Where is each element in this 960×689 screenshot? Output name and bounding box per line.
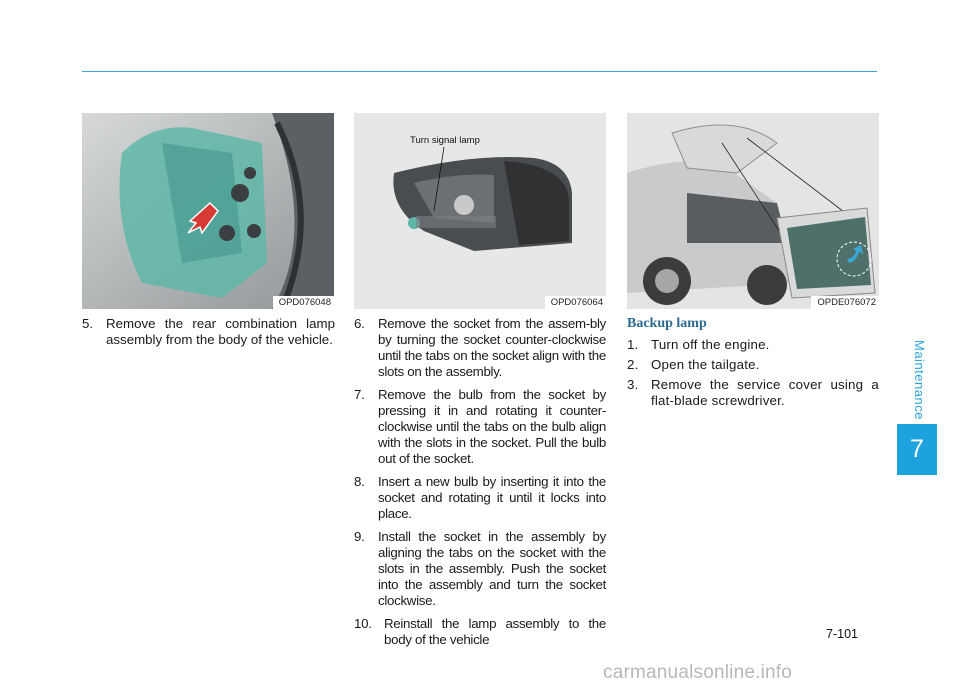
step-3: 3. Remove the service cover using a flat-blade screwdriver. xyxy=(627,377,879,408)
taillamp-illustration xyxy=(354,113,606,309)
step-10: 10. Reinstall the lamp assembly to the body of the vehicle xyxy=(354,616,606,647)
figure-code: OPD076048 xyxy=(273,296,334,309)
step-6: 6. Remove the socket from the assem-bly by turning the socket counter-clockwise until the tabs on the socket align with the slots on the assembly. xyxy=(354,316,606,379)
chapter-number: 7 xyxy=(910,435,924,463)
lamp-assembly-illustration xyxy=(82,113,334,309)
column-2 xyxy=(354,316,606,655)
figure-code: OPD076064 xyxy=(545,296,606,309)
figure-code: OPDE076072 xyxy=(811,296,879,309)
watermark: carmanualsonline.info xyxy=(603,662,793,683)
section-label: Maintenance xyxy=(912,340,927,420)
step-9: 9. Install the socket in the assembly by aligning the tabs on the socket with the slots in the assembly. Push the socket into the assembly and turn the socket clockwise. xyxy=(354,529,606,608)
section-title-backup-lamp: Backup lamp xyxy=(627,316,707,331)
step-2: 2. Open the tailgate. xyxy=(627,357,760,372)
column-3 xyxy=(627,316,879,413)
tailgate-illustration xyxy=(627,113,879,309)
page-number: 7-101 xyxy=(826,627,858,641)
figure-backup-lamp xyxy=(627,113,879,309)
turn-signal-callout: Turn signal lamp xyxy=(410,135,480,146)
step-8: 8. Insert a new bulb by inserting it into the socket and rotating it until it locks into place. xyxy=(354,474,606,521)
step-7: 7. Remove the bulb from the socket by pressing it in and rotating it counter-clockwise until the tabs on the bulb align with the slots in the socket. Pull the bulb out of the socket. xyxy=(354,387,606,466)
figure-turn-signal-socket xyxy=(354,113,606,309)
step-1: 1. Turn off the engine. xyxy=(627,337,770,352)
figure-lamp-removal xyxy=(82,113,334,309)
header-rule xyxy=(82,71,877,72)
column-1 xyxy=(82,316,335,355)
step-5: 5. Remove the rear combination lamp assembly from the body of the vehicle. xyxy=(82,316,335,347)
chapter-number-box xyxy=(897,424,937,475)
